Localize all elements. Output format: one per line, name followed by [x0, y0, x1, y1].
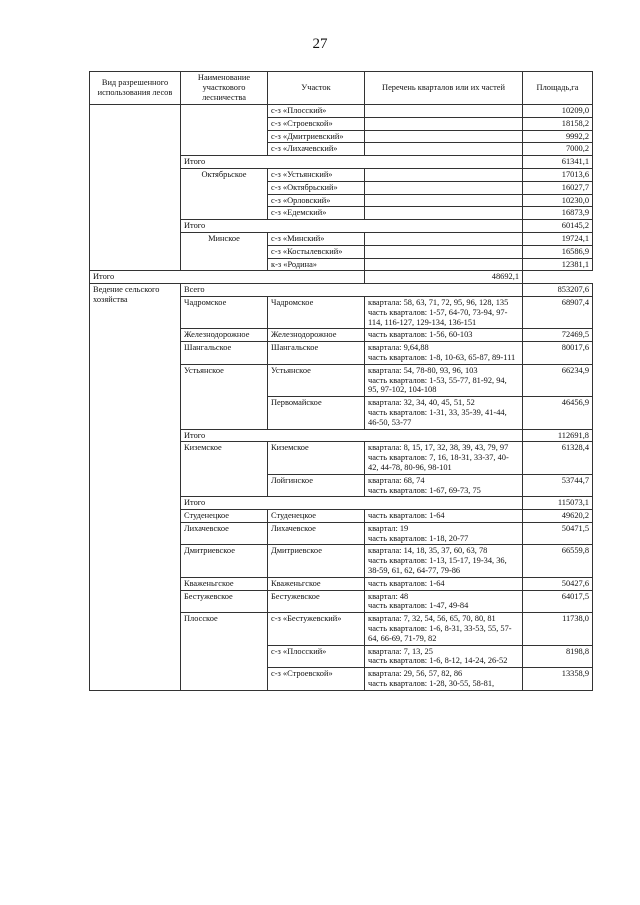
quarters-line: часть кварталов: 7, 16, 18-31, 33-37, 40-42, 44-78, 80-96, 98-101 [368, 453, 509, 472]
forestry-cell: Устьянское [181, 364, 268, 429]
plot-cell: с-з «Плосский» [268, 105, 365, 118]
header-forestry: Наименование участкового лесничества [181, 72, 268, 105]
table-header-row [90, 72, 593, 105]
use-type-cell-continued [90, 105, 181, 271]
quarters-cell [365, 296, 523, 328]
area-cell: 16873,9 [523, 207, 593, 220]
plot-cell: к-з «Родина» [268, 258, 365, 271]
quarters-cell [365, 117, 523, 130]
quarters-line: квартал: 19 [368, 523, 409, 533]
area-cell: 72469,5 [523, 329, 593, 342]
total-value: 112691,8 [523, 429, 593, 442]
area-cell: 18158,2 [523, 117, 593, 130]
total-label: Итого [181, 497, 523, 510]
quarters-cell [365, 181, 523, 194]
quarters-line: квартала: 58, 63, 71, 72, 95, 96, 128, 135 [368, 297, 509, 307]
page-number: 27 [312, 36, 328, 52]
plot-cell: с-з «Строевской» [268, 668, 365, 691]
quarters-line: квартала: 7, 13, 25 [368, 646, 433, 656]
forestry-cell: Железнодорожное [181, 329, 268, 342]
area-cell: 66234,9 [523, 364, 593, 396]
plot-cell: с-з «Дмитриевский» [268, 130, 365, 143]
forest-use-table [89, 71, 593, 691]
forestry-cell: Киземское [181, 442, 268, 497]
header-quarters: Перечень кварталов или их частей [365, 72, 523, 105]
area-cell: 80017,6 [523, 342, 593, 365]
area-cell: 8198,8 [523, 645, 593, 668]
quarters-line: часть кварталов: 1-6, 8-31, 33-53, 55, 57-64, 66-69, 71-79, 82 [368, 624, 512, 643]
forestry-cell: Чадромское [181, 296, 268, 328]
quarters-cell [365, 522, 523, 545]
grand-total-row [90, 284, 593, 297]
quarters-line: квартала: 8, 15, 17, 32, 38, 39, 43, 79, 97 [368, 443, 509, 453]
quarters-line: часть кварталов: 1-56, 60-103 [368, 330, 473, 340]
forestry-cell: Студенецкое [181, 510, 268, 523]
plot-cell: с-з «Бестужевский» [268, 613, 365, 645]
forestry-cell: Кваженьгское [181, 577, 268, 590]
area-cell: 49620,2 [523, 510, 593, 523]
grand-total-value: 853207,6 [523, 284, 593, 297]
quarters-line: квартала: 7, 32, 54, 56, 65, 70, 80, 81 [368, 614, 496, 624]
plot-cell: с-з «Едемский» [268, 207, 365, 220]
plot-cell: Чадромское [268, 296, 365, 328]
forestry-cell: Лихачевское [181, 522, 268, 545]
quarters-line: часть кварталов: 1-53, 55-77, 81-92, 94, 95, 97-102, 104-108 [368, 375, 507, 395]
quarters-cell [365, 232, 523, 245]
quarters-line: часть кварталов: 1-57, 64-70, 73-94, 97-114, 116-127, 129-134, 136-151 [368, 307, 508, 327]
forestry-cell: Октябрьское [181, 168, 268, 219]
quarters-cell [365, 194, 523, 207]
plot-cell: с-з «Устьянский» [268, 168, 365, 181]
plot-cell: Железнодорожное [268, 329, 365, 342]
area-cell: 10209,0 [523, 105, 593, 118]
quarters-cell [365, 510, 523, 523]
quarters-line: квартала: 29, 56, 57, 82, 86 [368, 669, 463, 679]
quarters-cell [365, 645, 523, 668]
quarters-line: часть кварталов: 1-67, 69-73, 75 [368, 485, 481, 495]
use-type-cell: Ведение сельского хозяйства [90, 284, 181, 691]
plot-cell: Лойгинское [268, 474, 365, 497]
plot-cell: с-з «Октябрьский» [268, 181, 365, 194]
area-cell: 53744,7 [523, 474, 593, 497]
quarters-line: часть кварталов: 1-47, 49-84 [368, 601, 469, 611]
area-cell: 7000,2 [523, 143, 593, 156]
quarters-cell [365, 168, 523, 181]
total-value: 48692,1 [365, 271, 523, 284]
total-label: Итого [181, 220, 523, 233]
quarters-line: часть кварталов: 1-64 [368, 511, 445, 521]
area-cell: 16027,7 [523, 181, 593, 194]
quarters-line: часть кварталов: 1-13, 15-17, 19-34, 36, 38-59, 61, 62, 64-77, 79-86 [368, 556, 507, 576]
area-cell: 11738,0 [523, 613, 593, 645]
forestry-cell: Плосское [181, 613, 268, 691]
quarters-cell [365, 397, 523, 429]
plot-cell: Дмитриевское [268, 545, 365, 577]
area-cell: 68907,4 [523, 296, 593, 328]
forestry-cell-continued [181, 105, 268, 156]
plot-cell: Студенецкое [268, 510, 365, 523]
grand-total-label: Всего [181, 284, 523, 297]
quarters-line: часть кварталов: 1-8, 10-63, 65-87, 89-111 [368, 352, 516, 362]
plot-cell: Устьянское [268, 364, 365, 396]
area-cell: 50471,5 [523, 522, 593, 545]
quarters-cell [365, 442, 523, 474]
area-cell: 46456,9 [523, 397, 593, 429]
area-cell: 66559,8 [523, 545, 593, 577]
area-cell: 64017,5 [523, 590, 593, 613]
forestry-cell: Бестужевское [181, 590, 268, 613]
area-cell: 13358,9 [523, 668, 593, 691]
quarters-cell [365, 329, 523, 342]
plot-cell: Киземское [268, 442, 365, 474]
quarters-cell [365, 474, 523, 497]
quarters-line: часть кварталов: 1-28, 30-55, 58-81, [368, 679, 495, 689]
plot-cell: с-з «Строевской» [268, 117, 365, 130]
quarters-line: квартала: 9,64,88 [368, 343, 429, 353]
quarters-cell [365, 143, 523, 156]
plot-cell: с-з «Орловский» [268, 194, 365, 207]
quarters-cell [365, 364, 523, 396]
area-cell: 9992,2 [523, 130, 593, 143]
quarters-cell [365, 105, 523, 118]
total-label: Итого [90, 271, 365, 284]
quarters-cell [365, 545, 523, 577]
quarters-line: часть кварталов: 1-18, 20-77 [368, 533, 469, 543]
area-cell: 50427,6 [523, 577, 593, 590]
area-cell: 10230,0 [523, 194, 593, 207]
plot-cell: Первомайское [268, 397, 365, 429]
table-row [90, 105, 593, 118]
header-plot: Участок [268, 72, 365, 105]
header-area: Площадь,га [523, 72, 593, 105]
forestry-cell: Шангальское [181, 342, 268, 365]
area-cell: 12381,1 [523, 258, 593, 271]
plot-cell: Бестужевское [268, 590, 365, 613]
quarters-line: квартала: 32, 34, 40, 45, 51, 52 [368, 398, 475, 408]
total-label: Итого [181, 156, 523, 169]
quarters-line: квартал: 48 [368, 591, 409, 601]
quarters-cell [365, 258, 523, 271]
total-value: 61341,1 [523, 156, 593, 169]
plot-cell: Лихачевское [268, 522, 365, 545]
plot-cell: Кваженьгское [268, 577, 365, 590]
plot-cell: Шангальское [268, 342, 365, 365]
forestry-cell: Минское [181, 232, 268, 270]
total-row [90, 271, 593, 284]
quarters-line: часть кварталов: 1-31, 33, 35-39, 41-44, 46-50, 53-77 [368, 407, 507, 427]
quarters-line: квартала: 14, 18, 35, 37, 60, 63, 78 [368, 546, 488, 556]
plot-cell: с-з «Минский» [268, 232, 365, 245]
quarters-line: квартала: 68, 74 [368, 475, 425, 485]
quarters-cell [365, 342, 523, 365]
area-cell: 16586,9 [523, 245, 593, 258]
forestry-cell: Дмитриевское [181, 545, 268, 577]
quarters-line: часть кварталов: 1-6, 8-12, 14-24, 26-52 [368, 656, 508, 666]
header-use-type: Вид разрешенного использования лесов [90, 72, 181, 105]
quarters-cell [365, 577, 523, 590]
total-value: 60145,2 [523, 220, 593, 233]
area-cell: 17013,6 [523, 168, 593, 181]
plot-cell: с-з «Лихачевский» [268, 143, 365, 156]
quarters-cell [365, 613, 523, 645]
area-cell: 61328,4 [523, 442, 593, 474]
quarters-line: часть кварталов: 1-64 [368, 578, 445, 588]
quarters-cell [365, 590, 523, 613]
area-cell: 19724,1 [523, 232, 593, 245]
plot-cell: с-з «Костылевский» [268, 245, 365, 258]
total-value: 115073,1 [523, 497, 593, 510]
quarters-line: квартала: 54, 78-80, 93, 96, 103 [368, 365, 478, 375]
quarters-cell [365, 245, 523, 258]
total-label: Итого [181, 429, 523, 442]
quarters-cell [365, 207, 523, 220]
quarters-cell [365, 668, 523, 691]
plot-cell: с-з «Плосский» [268, 645, 365, 668]
quarters-cell [365, 130, 523, 143]
